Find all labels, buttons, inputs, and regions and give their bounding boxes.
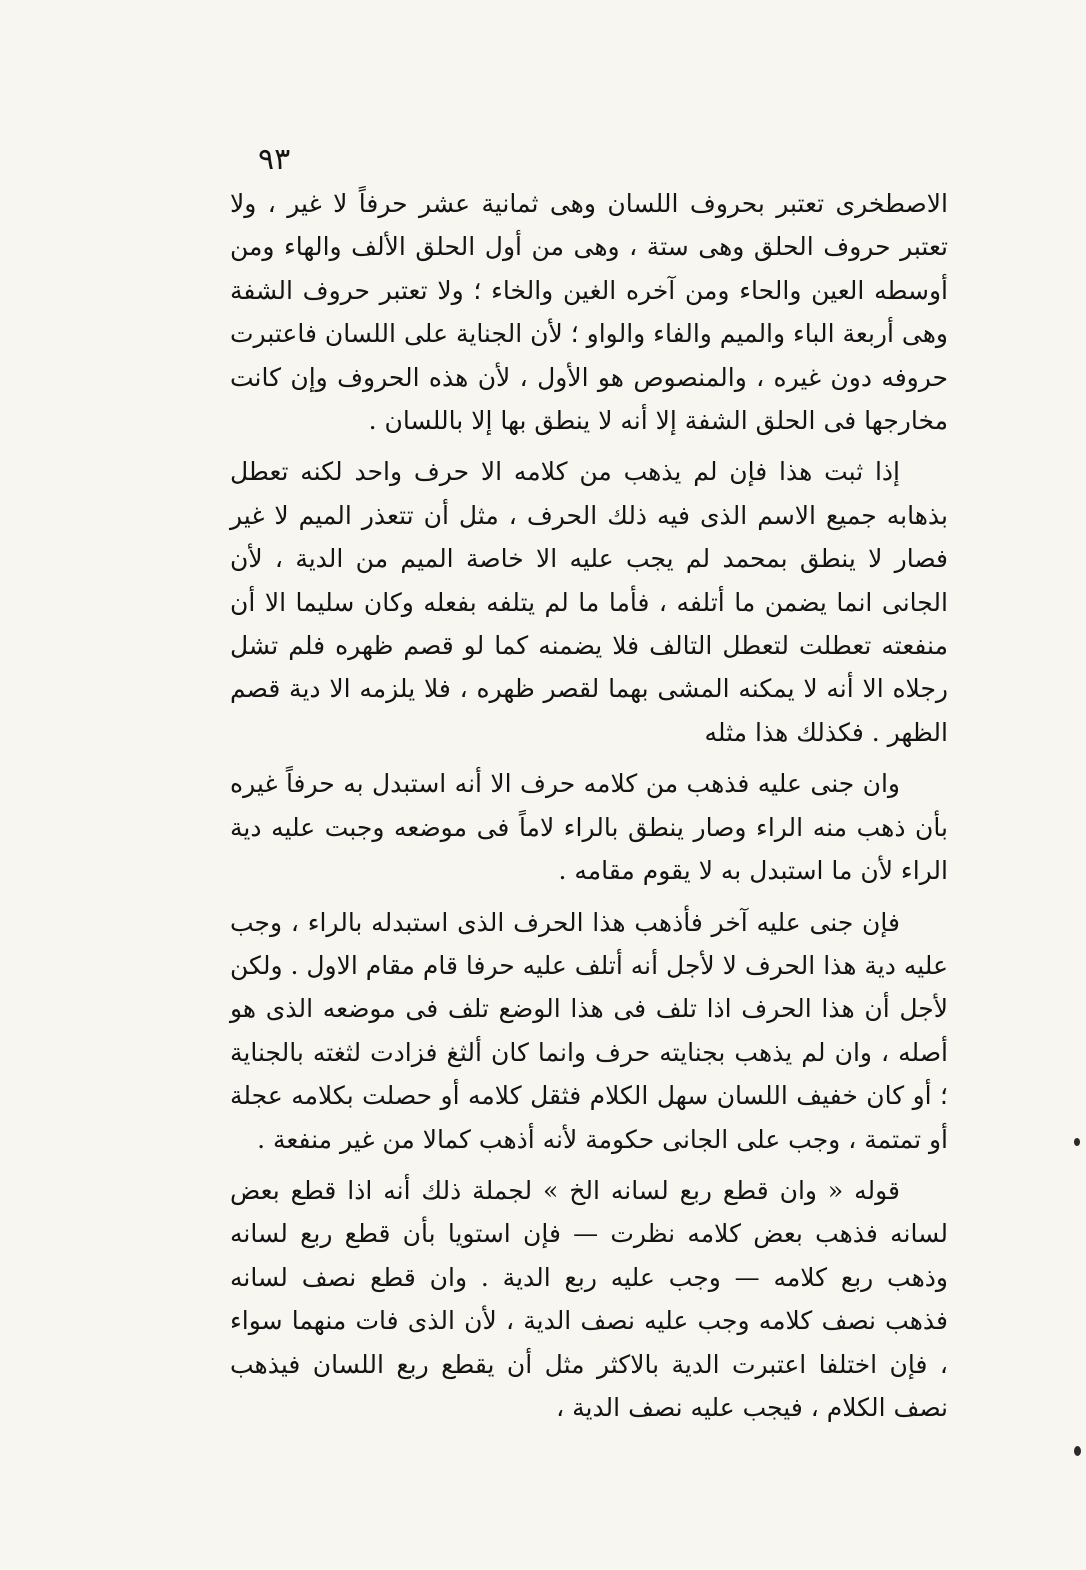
paragraph-1: الاصطخرى تعتبر بحروف اللسان وهى ثمانية عشر حرفاً لا غير ، ولا تعتبر حروف الحلق وهى ستة ، وهى من أول الحلق الألف والهاء ومن أوسطه العين والحاء ومن آخره الغين والخاء ؛ ولا تعتبر حروف الشفة وهى أربعة الباء والميم والفاء والواو ؛ لأن الجناية على اللسان فاعتبرت حروفه دون غيره ، والمنصوص هو الأول ، لأن هذه الحروف وإن كانت مخارجها فى الحلق الشفة إلا أنه لا ينطق بها إلا باللسان . xyxy=(230,189,948,436)
paragraph-3: وان جنى عليه فذهب من كلامه حرف الا أنه استبدل به حرفاً غيره بأن ذهب منه الراء وصار ينطق بالراء لاماً فى موضعه وجبت عليه دية الراء لأن ما استبدل به لا يقوم مقامه . xyxy=(230,769,948,886)
scan-speck xyxy=(1074,1138,1080,1146)
page-number: ٩٣ xyxy=(258,142,291,177)
paragraph-5: قوله « وان قطع ربع لسانه الخ » لجملة ذلك أنه اذا قطع بعض لسانه فذهب بعض كلامه نظرت — فإن استويا بأن قطع ربع لسانه وذهب ربع كلامه — وجب عليه ربع الدية . وان قطع نصف لسانه فذهب نصف كلامه وجب عليه نصف الدية ، لأن الذى فات منهما سواء ، فإن اختلفا اعتبرت الدية بالاكثر مثل أن يقطع ربع اللسان فيذهب نصف الكلام ، فيجب عليه نصف الدية ، xyxy=(230,1175,948,1422)
paragraph-4: فإن جنى عليه آخر فأذهب هذا الحرف الذى استبدله بالراء ، وجب عليه دية هذا الحرف لا لأجل أنه أتلف عليه حرفا قام مقام الاول . ولكن لأجل أن هذا الحرف اذا تلف فى هذا الوضع تلف فى موضعه الذى هو أصله ، وان لم يذهب بجنايته حرف وانما كان ألثغ فزادت لثغته بالجناية ؛ أو كان خفيف اللسان سهل الكلام فثقل كلامه أو حصلت بكلامه عجلة أو تمتمة ، وجب على الجانى حكومة لأنه أذهب كمالا من غير منفعة . xyxy=(230,907,948,1154)
paragraph-2: إذا ثبت هذا فإن لم يذهب من كلامه الا حرف واحد لكنه تعطل بذهابه جميع الاسم الذى فيه ذلك الحرف ، مثل أن تتعذر الميم لا غير فصار لا ينطق بمحمد لم يجب عليه الا خاصة الميم من الدية ، لأن الجانى انما يضمن ما أتلفه ، فأما ما لم يتلفه بفعله وكان سليما الا أن منفعته تعطلت لتعطل التالف فلا يضمنه كما لو قصم ظهره فلم تشل رجلاه الا أنه لا يمكنه المشى بهما لقصر ظهره ، فلا يلزمه الا دية قصم الظهر . فكذلك هذا مثله xyxy=(230,457,948,747)
body-text xyxy=(230,182,948,1437)
scan-speck xyxy=(1074,1446,1081,1456)
